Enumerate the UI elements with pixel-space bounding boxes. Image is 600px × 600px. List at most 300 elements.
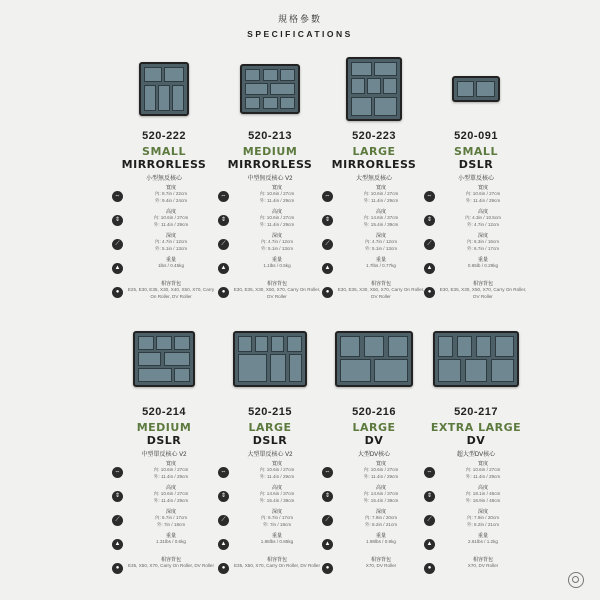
spec-label: 相容背包 — [370, 557, 391, 563]
spec-text — [336, 461, 426, 480]
product-size: MEDIUM — [136, 421, 192, 434]
spec-value: 1.1lbs / 0.5kg — [263, 263, 291, 269]
spec-height — [326, 209, 426, 233]
insert-compartment — [255, 336, 268, 352]
spec-label: 高度 — [165, 485, 176, 491]
spec-value: 內: 4.7in / 12cm — [154, 239, 188, 245]
spec-value: 外: 6.7in / 17cm — [466, 245, 500, 251]
bags-value: E25, E30, E35, X30, X40, X50, X70, Carry On Roller, DV Roller — [127, 287, 215, 299]
spec-text — [232, 209, 322, 228]
height-icon: ⇕ — [112, 491, 123, 502]
insert-compartment — [388, 336, 408, 357]
spec-label: 重量 — [271, 533, 282, 539]
title-zh: 規格參數 — [277, 14, 322, 24]
insert-compartment — [367, 78, 381, 94]
spec-text — [438, 461, 528, 480]
insert-compartment — [476, 81, 495, 97]
spec-bags — [222, 281, 322, 311]
insert-compartment — [465, 359, 488, 382]
product-type: DSLR — [252, 434, 288, 447]
spec-value: 外: 5.1in / 13cm — [364, 245, 398, 251]
spec-label: 重量 — [165, 257, 176, 263]
compatible-bags — [232, 281, 322, 300]
insert-compartment — [156, 336, 172, 350]
product-code: 520-216 — [352, 406, 396, 418]
spec-list — [116, 461, 216, 587]
product-size: LARGE — [352, 421, 396, 434]
camera-insert — [433, 331, 519, 387]
spec-label: 相容背包 — [370, 281, 391, 287]
product-name-zh: 中型無反核心 V2 — [247, 176, 293, 182]
insert-compartment — [476, 336, 491, 357]
depth-icon: ⟋ — [424, 515, 435, 526]
bags-value: X70, DV Roller — [467, 563, 499, 569]
bags-value: E30, E35, X30, X50, X70, Carry On Roller, DV Roller — [233, 287, 321, 299]
spec-weight — [116, 257, 216, 281]
spec-text — [438, 533, 528, 546]
weight-icon: ▲ — [424, 539, 435, 550]
camera-insert — [240, 64, 300, 114]
spec-label: 高度 — [271, 485, 282, 491]
bags-value: X70, DV Roller — [365, 563, 397, 569]
spec-value: 外: 7in / 18cm — [262, 521, 292, 527]
insert-compartment — [280, 97, 295, 109]
weight-icon: ▲ — [218, 263, 229, 274]
insert-compartment — [351, 78, 365, 94]
depth-icon: ⟋ — [218, 239, 229, 250]
spec-text — [126, 233, 216, 252]
spec-value: 外: 15.4in / 39cm — [363, 221, 399, 227]
spec-label: 高度 — [271, 209, 282, 215]
product-name-zh: 中型單反核心 V2 — [141, 452, 187, 458]
bag-icon: ● — [424, 287, 435, 298]
spec-label: 重量 — [271, 257, 282, 263]
product-size: SMALL — [454, 145, 498, 158]
depth-icon: ⟋ — [218, 515, 229, 526]
height-icon: ⇕ — [424, 215, 435, 226]
spec-list — [116, 185, 216, 311]
weight-icon: ▲ — [112, 263, 123, 274]
height-icon: ⇕ — [424, 491, 435, 502]
depth-icon: ⟋ — [424, 239, 435, 250]
bags-value: E30, E35, X30, X50, X70, Carry On Roller, DV Roller — [439, 287, 527, 299]
insert-compartment — [245, 69, 260, 81]
spec-text — [232, 485, 322, 504]
spec-height — [428, 485, 528, 509]
spec-value: 外: 9.4in / 24cm — [154, 197, 188, 203]
spec-value: 外: 5.1in / 13cm — [154, 245, 188, 251]
spec-width — [222, 185, 322, 209]
width-icon: ⇔ — [112, 467, 123, 478]
product-type: MIRRORLESS — [121, 158, 207, 171]
spec-width — [116, 185, 216, 209]
spec-value: 外: 15.4in / 39cm — [363, 497, 399, 503]
spec-value: 內: 10.6in / 27cm — [153, 215, 189, 221]
product-image — [218, 58, 322, 120]
insert-compartment — [164, 67, 184, 82]
spec-value: 內: 14.6in / 37cm — [363, 491, 399, 497]
spec-text — [232, 533, 322, 546]
spec-text — [126, 209, 216, 228]
seal-logo — [568, 572, 584, 588]
height-icon: ⇕ — [218, 491, 229, 502]
camera-insert — [233, 331, 307, 387]
insert-compartment — [238, 336, 252, 352]
spec-label: 高度 — [375, 209, 386, 215]
spec-height — [222, 485, 322, 509]
spec-label: 寬度 — [165, 185, 176, 191]
spec-value: 外: 7in / 18cm — [156, 521, 186, 527]
spec-depth — [428, 233, 528, 257]
spec-value: 1.31lbs / 0.6kg — [156, 539, 186, 545]
bags-value: E30, E35, X30, X50, X70, Carry On Roller, DV Roller — [337, 287, 425, 299]
spec-text — [232, 509, 322, 528]
spec-value: 外: 11.4in / 29cm — [259, 197, 295, 203]
spec-weight — [116, 533, 216, 557]
compatible-bags — [438, 281, 528, 300]
spec-depth — [326, 509, 426, 533]
spec-value: 外: 11.4in / 29cm — [259, 473, 295, 479]
width-icon: ⇔ — [218, 467, 229, 478]
product-size: EXTRA LARGE — [430, 421, 522, 434]
product-name-zh: 大型單反核心 V2 — [247, 452, 293, 458]
spec-label: 高度 — [165, 209, 176, 215]
bag-icon: ● — [424, 563, 435, 574]
spec-height — [222, 209, 322, 233]
height-icon: ⇕ — [112, 215, 123, 226]
insert-compartment — [172, 85, 184, 111]
bags-value: E35, X50, X70, Carry On Roller, DV Roller — [233, 563, 321, 569]
height-icon: ⇕ — [322, 491, 333, 502]
spec-value: 內: 8.7in / 22cm — [154, 191, 188, 197]
spec-text — [336, 509, 426, 528]
spec-value: 內: 6.3in / 16cm — [466, 239, 500, 245]
insert-compartment — [263, 69, 278, 81]
spec-bags — [326, 281, 426, 311]
compatible-bags — [232, 557, 322, 570]
insert-compartment — [383, 78, 397, 94]
depth-icon: ⟋ — [112, 515, 123, 526]
bag-icon: ● — [322, 563, 333, 574]
product-name-zh: 大型無反核心 — [355, 176, 392, 182]
spec-label: 寬度 — [165, 461, 176, 467]
spec-text — [126, 533, 216, 546]
spec-value: 內: 6.7in / 17cm — [154, 515, 188, 521]
product-size: MEDIUM — [242, 145, 298, 158]
spec-value: 外: 15.4in / 39cm — [259, 497, 295, 503]
insert-compartment — [374, 97, 397, 116]
spec-value: 內: 10.6in / 27cm — [153, 467, 189, 473]
spec-value: 外: 11.4in / 29cm — [363, 197, 399, 203]
product-code: 520-213 — [248, 130, 292, 142]
spec-value: 1.98lbs / 0.9kg — [366, 539, 396, 545]
spec-list — [222, 461, 322, 587]
spec-value: 內: 10.6in / 27cm — [465, 467, 501, 473]
spec-value: 2.61lbs / 1.2kg — [468, 539, 498, 545]
spec-text — [438, 509, 528, 528]
spec-weight — [326, 533, 426, 557]
spec-depth — [222, 233, 322, 257]
spec-label: 相容背包 — [266, 281, 287, 287]
spec-text — [126, 185, 216, 204]
spec-text — [336, 209, 426, 228]
spec-text — [438, 209, 528, 228]
spec-label: 深度 — [271, 233, 282, 239]
insert-compartment — [138, 352, 161, 366]
product-name-zh: 大型DV核心 — [357, 452, 391, 458]
spec-value: 外: 11.4in / 29cm — [153, 473, 189, 479]
title-en: SPECIFICATIONS — [247, 29, 353, 39]
insert-compartment — [289, 354, 302, 382]
width-icon: ⇔ — [322, 191, 333, 202]
spec-bags — [116, 557, 216, 587]
spec-value: 內: 14.6in / 37cm — [363, 215, 399, 221]
insert-compartment — [491, 359, 514, 382]
spec-weight — [222, 257, 322, 281]
weight-icon: ▲ — [424, 263, 435, 274]
spec-value: 內: 4.7in / 12cm — [364, 239, 398, 245]
spec-list — [428, 461, 528, 587]
insert-compartment — [287, 336, 302, 352]
compatible-bags — [336, 557, 426, 570]
insert-compartment — [158, 85, 170, 111]
spec-label: 相容背包 — [472, 281, 493, 287]
insert-compartment — [351, 62, 372, 76]
spec-label: 寬度 — [375, 185, 386, 191]
spec-value: 外: 11.4in / 29cm — [363, 473, 399, 479]
spec-label: 深度 — [165, 233, 176, 239]
spec-value: 內: 10.6in / 27cm — [259, 215, 295, 221]
spec-depth — [326, 233, 426, 257]
spec-height — [116, 485, 216, 509]
spec-width — [326, 185, 426, 209]
height-icon: ⇕ — [218, 215, 229, 226]
spec-value: 內: 4.7in / 12cm — [260, 239, 294, 245]
bag-icon: ● — [218, 563, 229, 574]
spec-value: 1.88lbs / 0.85kg — [260, 539, 294, 545]
product-type: DV — [466, 434, 486, 447]
bag-icon: ● — [322, 287, 333, 298]
spec-weight — [326, 257, 426, 281]
spec-label: 深度 — [375, 233, 386, 239]
spec-label: 高度 — [477, 209, 488, 215]
depth-icon: ⟋ — [322, 515, 333, 526]
spec-list — [326, 461, 426, 587]
spec-height — [326, 485, 426, 509]
bag-icon: ● — [112, 287, 123, 298]
spec-text — [232, 233, 322, 252]
spec-value: 外: 11.4in / 29cm — [153, 221, 189, 227]
spec-width — [222, 461, 322, 485]
product-code: 520-215 — [248, 406, 292, 418]
insert-compartment — [144, 85, 156, 111]
product-code: 520-222 — [142, 130, 186, 142]
spec-label: 相容背包 — [266, 557, 287, 563]
spec-value: 外: 18.9in / 48cm — [465, 497, 501, 503]
insert-compartment — [174, 336, 190, 350]
insert-compartment — [374, 359, 408, 382]
spec-value: 外: 8.2in / 21cm — [364, 521, 398, 527]
bag-icon: ● — [112, 563, 123, 574]
spec-text — [438, 485, 528, 504]
bags-value: E35, X50, X70, Carry On Roller, DV Roller — [127, 563, 215, 569]
weight-icon: ▲ — [218, 539, 229, 550]
spec-list — [222, 185, 322, 311]
spec-value: 內: 10.6in / 27cm — [363, 191, 399, 197]
insert-compartment — [238, 354, 267, 382]
spec-value: 內: 10.6in / 27cm — [363, 467, 399, 473]
width-icon: ⇔ — [112, 191, 123, 202]
insert-compartment — [144, 67, 162, 82]
width-icon: ⇔ — [322, 467, 333, 478]
insert-compartment — [263, 97, 278, 109]
spec-text — [232, 185, 322, 204]
spec-value: 內: 10.6in / 27cm — [259, 467, 295, 473]
insert-compartment — [245, 83, 268, 95]
spec-value: 外: 8.2in / 21cm — [466, 521, 500, 527]
product-image — [424, 58, 528, 120]
insert-compartment — [438, 359, 461, 382]
product-name-zh: 小型無反核心 — [145, 176, 182, 182]
spec-label: 寬度 — [271, 185, 282, 191]
spec-text — [126, 485, 216, 504]
product-image — [424, 328, 528, 390]
insert-compartment — [457, 336, 472, 357]
insert-compartment — [271, 336, 284, 352]
spec-label: 寬度 — [477, 461, 488, 467]
product-image — [322, 58, 426, 120]
spec-label: 深度 — [271, 509, 282, 515]
spec-label: 重量 — [375, 533, 386, 539]
spec-text — [232, 461, 322, 480]
spec-text — [438, 257, 528, 270]
spec-weight — [222, 533, 322, 557]
insert-compartment — [280, 69, 295, 81]
spec-text — [336, 233, 426, 252]
spec-label: 深度 — [375, 509, 386, 515]
spec-bags — [326, 557, 426, 587]
spec-value: 內: 7.9in / 20cm — [364, 515, 398, 521]
spec-height — [428, 209, 528, 233]
spec-weight — [428, 257, 528, 281]
spec-value: 1lbs / 0.45kg — [157, 263, 185, 269]
camera-insert — [133, 331, 195, 387]
product-type: MIRRORLESS — [227, 158, 313, 171]
product-size: SMALL — [142, 145, 186, 158]
spec-text — [438, 233, 528, 252]
spec-height — [116, 209, 216, 233]
camera-insert — [139, 62, 189, 116]
spec-bags — [428, 281, 528, 311]
bag-icon: ● — [218, 287, 229, 298]
insert-compartment — [351, 97, 372, 116]
spec-depth — [222, 509, 322, 533]
product-image — [112, 58, 216, 120]
depth-icon: ⟋ — [112, 239, 123, 250]
insert-compartment — [174, 368, 190, 382]
spec-value: 外: 4.7in / 12cm — [466, 221, 500, 227]
insert-compartment — [495, 336, 514, 357]
spec-label: 相容背包 — [472, 557, 493, 563]
spec-label: 高度 — [477, 485, 488, 491]
insert-compartment — [340, 359, 371, 382]
spec-value: 外: 11.4in / 29cm — [259, 221, 295, 227]
weight-icon: ▲ — [322, 263, 333, 274]
spec-value: 外: 5.1in / 13cm — [260, 245, 294, 251]
product-type: MIRRORLESS — [331, 158, 417, 171]
spec-bags — [428, 557, 528, 587]
product-name-zh: 小型單反核心 — [457, 176, 494, 182]
compatible-bags — [126, 281, 216, 300]
spec-text — [126, 257, 216, 270]
spec-label: 重量 — [477, 533, 488, 539]
spec-width — [116, 461, 216, 485]
compatible-bags — [438, 557, 528, 570]
spec-label: 重量 — [477, 257, 488, 263]
product-type: DV — [364, 434, 384, 447]
spec-value: 內: 4.3in / 10.5cm — [464, 215, 501, 221]
spec-value: 外: 11.4in / 29cm — [465, 197, 501, 203]
spec-value: 0.65lb / 0.29kg — [467, 263, 499, 269]
insert-compartment — [164, 352, 190, 366]
product-type: DSLR — [458, 158, 494, 171]
spec-text — [336, 257, 426, 270]
spec-value: 內: 10.6in / 27cm — [465, 191, 501, 197]
spec-depth — [116, 509, 216, 533]
spec-bags — [222, 557, 322, 587]
width-icon: ⇔ — [218, 191, 229, 202]
weight-icon: ▲ — [112, 539, 123, 550]
spec-label: 相容背包 — [160, 557, 181, 563]
spec-label: 寬度 — [271, 461, 282, 467]
camera-insert — [346, 57, 402, 121]
insert-compartment — [270, 354, 286, 382]
spec-label: 相容背包 — [160, 281, 181, 287]
width-icon: ⇔ — [424, 467, 435, 478]
spec-label: 深度 — [477, 233, 488, 239]
product-size: LARGE — [248, 421, 292, 434]
spec-list — [428, 185, 528, 311]
product-code: 520-091 — [454, 130, 498, 142]
insert-compartment — [245, 97, 260, 109]
camera-insert — [335, 331, 413, 387]
spec-label: 寬度 — [477, 185, 488, 191]
spec-value: 內: 10.6in / 27cm — [259, 191, 295, 197]
spec-text — [126, 509, 216, 528]
spec-width — [326, 461, 426, 485]
spec-value: 內: 6.7in / 17cm — [260, 515, 294, 521]
insert-compartment — [438, 336, 453, 357]
spec-value: 外: 11.4in / 29cm — [153, 497, 189, 503]
insert-compartment — [340, 336, 360, 357]
product-type: DSLR — [146, 434, 182, 447]
insert-compartment — [374, 62, 397, 76]
insert-compartment — [138, 336, 154, 350]
spec-label: 深度 — [165, 509, 176, 515]
spec-value: 內: 14.6in / 37cm — [259, 491, 295, 497]
depth-icon: ⟋ — [322, 239, 333, 250]
spec-label: 重量 — [165, 533, 176, 539]
insert-compartment — [138, 368, 172, 382]
product-image — [218, 328, 322, 390]
product-code: 520-217 — [454, 406, 498, 418]
spec-text — [336, 533, 426, 546]
spec-weight — [428, 533, 528, 557]
spec-depth — [428, 509, 528, 533]
spec-value: 內: 10.6in / 27cm — [153, 491, 189, 497]
spec-depth — [116, 233, 216, 257]
spec-list — [326, 185, 426, 311]
